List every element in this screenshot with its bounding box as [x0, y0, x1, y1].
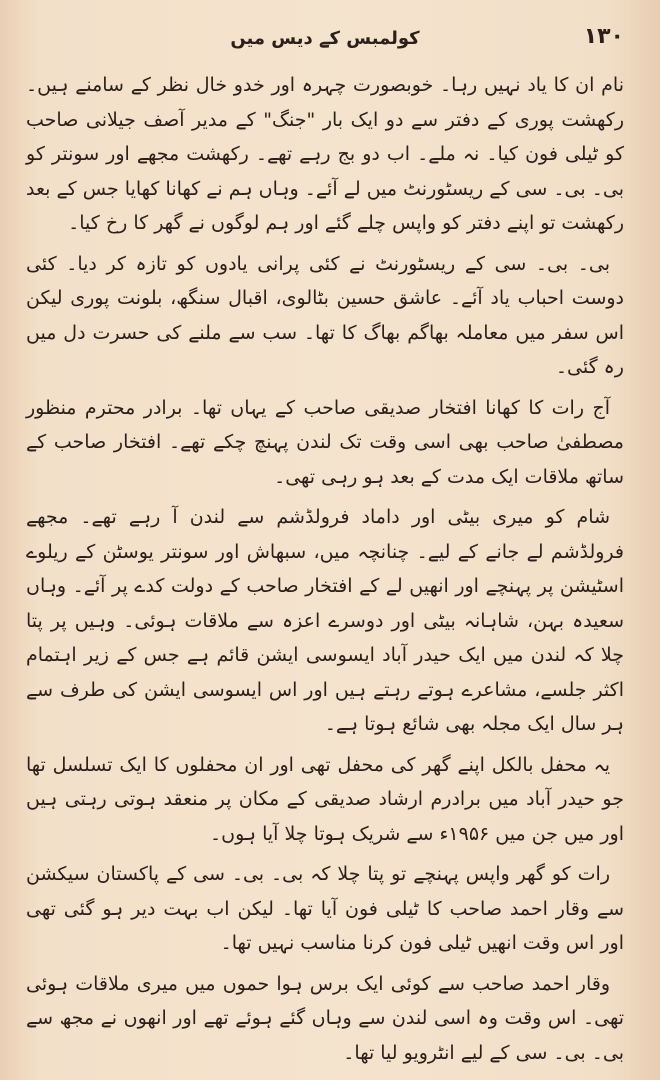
- paragraph: نام ان کا یاد نہیں رہا۔ خوبصورت چہرہ اور خدو خال نظر کے سامنے ہیں۔ رکھشت پوری کے دفتر سے دو ایک بار "جنگ" کے مدیر آصف جیلانی صاحب کو ٹیلی فون کیا۔ نہ ملے۔ اب دو بج رہے تھے۔ رکھشت مجھے اور سونتر کو بی۔ بی۔ سی کے ریسٹورنٹ میں لے آئے۔ وہاں ہم نے کھانا کھایا جس کے بعد رکھشت تو اپنے دفتر کو واپس چلے گئے اور ہم لوگوں نے گھر کا رخ کیا۔: [26, 74, 624, 234]
- paragraph: وقار احمد صاحب سے کوئی ایک برس ہوا حموں میں میری ملاقات ہوئی تھی۔ اس وقت وہ اسی لندن سے وہاں گئے ہوئے تھے اور انھوں نے مجھ سے بی۔ بی۔ سی کے لیے انٹرویو لیا تھا۔: [26, 972, 624, 1064]
- running-title: کولمبس کے دیس میں: [230, 28, 420, 49]
- paragraph: یہ محفل بالکل اپنے گھر کی محفل تھی اور ان محفلوں کا ایک تسلسل تھا جو حیدر آباد میں برادرم ارشاد صدیقی کے مکان پر منعقد ہوتی رہتی ہیں اور میں جن میں ۱۹۵۶ء سے شریک ہوتا چلا آیا ہوں۔: [26, 753, 624, 845]
- paragraph: شام کو میری بیٹی اور داماد فرولڈشم سے لندن آ رہے تھے۔ مجھے فرولڈشم لے جانے کے لیے۔ چنانچہ میں، سبھاش اور سونتر یوسٹن کے ریلوے اسٹیشن پر پہنچے اور انھیں لے کے افتخار صاحب کے دولت کدے پر آئے۔ وہاں سعیدہ بہن، شاہانہ بیٹی اور دوسرے اعزہ سے ملاقات ہوئی۔ وہیں پر پتا چلا کہ لندن میں ایک حیدر آباد ایسوسی ایشن قائم ہے جس کے زیر اہتمام اکثر جلسے، مشاعرے ہوتے رہتے ہیں اور اس ایسوسی ایشن کی طرف سے ہر سال ایک مجلہ بھی شائع ہوتا ہے۔: [26, 506, 624, 735]
- paragraph: رات کو گھر واپس پہنچے تو پتا چلا کہ بی۔ بی۔ سی کے پاکستان سیکشن سے وقار احمد صاحب کا ٹیلی فون آیا تھا۔ لیکن اب بہت دیر ہو گئی تھی اور اس وقت انھیں ٹیلی فون کرنا مناسب نہیں تھا۔: [26, 863, 624, 954]
- page-body: [26, 68, 624, 1070]
- paragraph: بی۔ بی۔ سی کے ریسٹورنٹ نے کئی پرانی یادوں کو تازہ کر دیا۔ کئی دوست احباب یاد آئے۔ عاشق حسین بٹالوی، اقبال سنگھ، بلونت پوری لیکن اس سفر میں معاملہ بھاگم بھاگ کا تھا۔ سب سے ملنے کی حسرت دل میں رہ گئی۔: [26, 252, 624, 378]
- paragraph: آج رات کا کھانا افتخار صدیقی صاحب کے یہاں تھا۔ برادر محترم منظور مصطفیٰ صاحب بھی اسی وقت تک لندن پہنچ چکے تھے۔ افتخار صاحب کے ساتھ ملاقات ایک مدت کے بعد ہو رہی تھی۔: [26, 396, 624, 488]
- page-number: ١٣٠: [583, 24, 624, 49]
- page-header: [26, 26, 624, 60]
